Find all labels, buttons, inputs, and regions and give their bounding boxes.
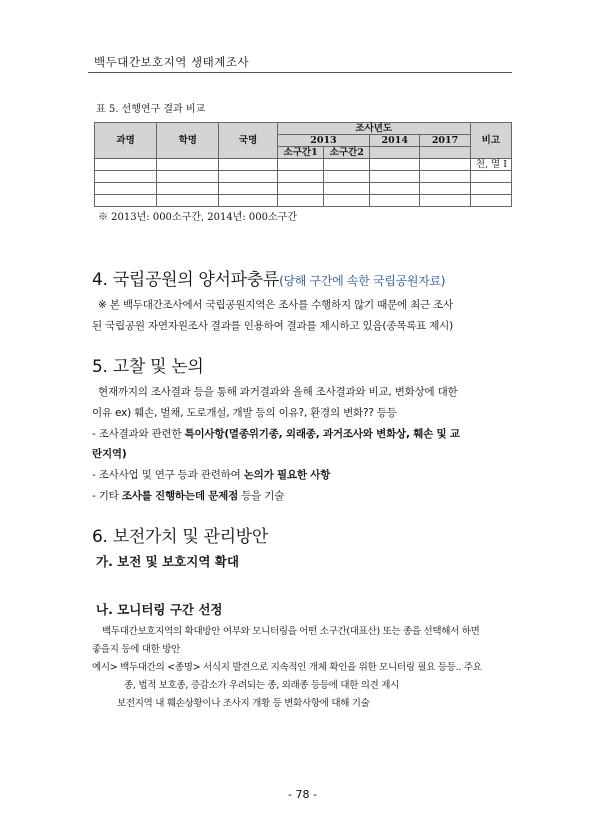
section-4-title: 4. 국립공원의 양서파충류 <box>92 270 280 290</box>
section-6-example-cont: 종, 법적 보호종, 증감소가 우려되는 종, 외래종 등등에 대한 의견 제시 <box>124 680 400 691</box>
section-6-line-2: 좋을지 등에 대한 방안 <box>92 644 181 655</box>
running-header: 백두대간보호지역 생태계조사 <box>94 55 250 69</box>
section-6-example-line: 예시> 백두대간의 <종명> 서식지 발견으로 지속적인 개체 확인을 위한 모니터링 필요 등등.. 주요 <box>92 662 482 673</box>
header-subsection-2: 소구간2 <box>324 147 370 159</box>
section-5-line-1: 현재까지의 조사결과 등을 통해 과거결과와 올해 조사결과와 비교, 변화상에 대한 <box>98 386 458 398</box>
section-5-bullet-1-cont <box>92 446 126 461</box>
section-5-title: 5. 고찰 및 논의 <box>92 357 204 377</box>
header-remark: 비고 <box>470 123 511 159</box>
section-6-title: 6. 보전가치 및 관리방안 <box>92 527 269 547</box>
comparison-table <box>94 122 512 207</box>
table-row <box>95 195 512 207</box>
table-row <box>95 159 512 171</box>
header-survey-year: 조사년도 <box>277 123 470 135</box>
bullet-2-bold: 논의가 필요한 사항 <box>243 469 331 481</box>
section-5-line-2: 이유 ex) 훼손, 벌채, 도로개설, 개발 등의 이유?, 환경의 변화?? 등등 <box>92 407 397 419</box>
section-5-bullet-2 <box>92 467 330 482</box>
header-rule <box>88 72 512 73</box>
bullet-1-bold-cont: 란지역) <box>92 448 127 460</box>
table-row <box>95 183 512 195</box>
header-year-2014: 2014 <box>370 135 420 147</box>
bullet-1-bold: 특이사항(멸종위기종, 외래종, 과거조사와 변화상, 훼손 및 교 <box>184 428 460 440</box>
section-5-bullet-1 <box>92 426 460 441</box>
header-scientific-name: 학명 <box>157 123 219 159</box>
section-4-heading <box>92 265 445 290</box>
header-family: 과명 <box>95 123 157 159</box>
section-4-line-1: ※ 본 백두대간조사에서 국립공원지역은 조사를 수행하지 않기 때문에 최근 조사 <box>98 299 454 311</box>
page-number: - 78 - <box>288 788 317 801</box>
table-row <box>95 171 512 183</box>
header-empty <box>420 147 470 159</box>
header-subsection-1: 소구간1 <box>277 147 324 159</box>
bullet-3-tail: 등을 기술 <box>238 490 285 502</box>
bullet-1-text: - 조사결과와 관련한 <box>92 428 185 440</box>
remark-cell: 천, 멸 I <box>470 159 511 171</box>
bullet-3-bold: 조사를 진행하는데 문제점 <box>121 490 239 502</box>
bullet-3-text: - 기타 <box>92 490 122 502</box>
section-4-subtitle: (당해 구간에 속한 국립공원자료) <box>279 274 446 288</box>
bullet-2-text: - 조사사업 및 연구 등과 관련하여 <box>92 469 244 481</box>
section-6-line-5: 보전지역 내 훼손상황이나 조사지 개황 등 변화사항에 대해 기술 <box>117 698 370 709</box>
header-korean-name: 국명 <box>219 123 277 159</box>
subsection-a-title: 가. 보전 및 보호지역 확대 <box>96 554 239 569</box>
header-year-2017: 2017 <box>420 135 470 147</box>
section-4-line-2: 된 국립공원 자연자원조사 결과를 인용하여 결과를 제시하고 있음(종목록표 제시) <box>92 320 454 332</box>
header-year-2013: 2013 <box>277 135 369 147</box>
section-5-bullet-3 <box>92 488 284 503</box>
table-footnote: ※ 2013년: 000소구간, 2014년: 000소구간 <box>98 212 297 223</box>
subsection-b-title: 나. 모니터링 구간 선정 <box>96 602 223 617</box>
table-caption: 표 5. 선행연구 결과 비교 <box>96 104 206 115</box>
header-empty <box>370 147 420 159</box>
section-6-line-1: 백두대간보호지역의 확대방안 여부와 모니터링을 어떤 소구간(대표산) 또는 종을 선택해서 하면 <box>102 626 480 637</box>
